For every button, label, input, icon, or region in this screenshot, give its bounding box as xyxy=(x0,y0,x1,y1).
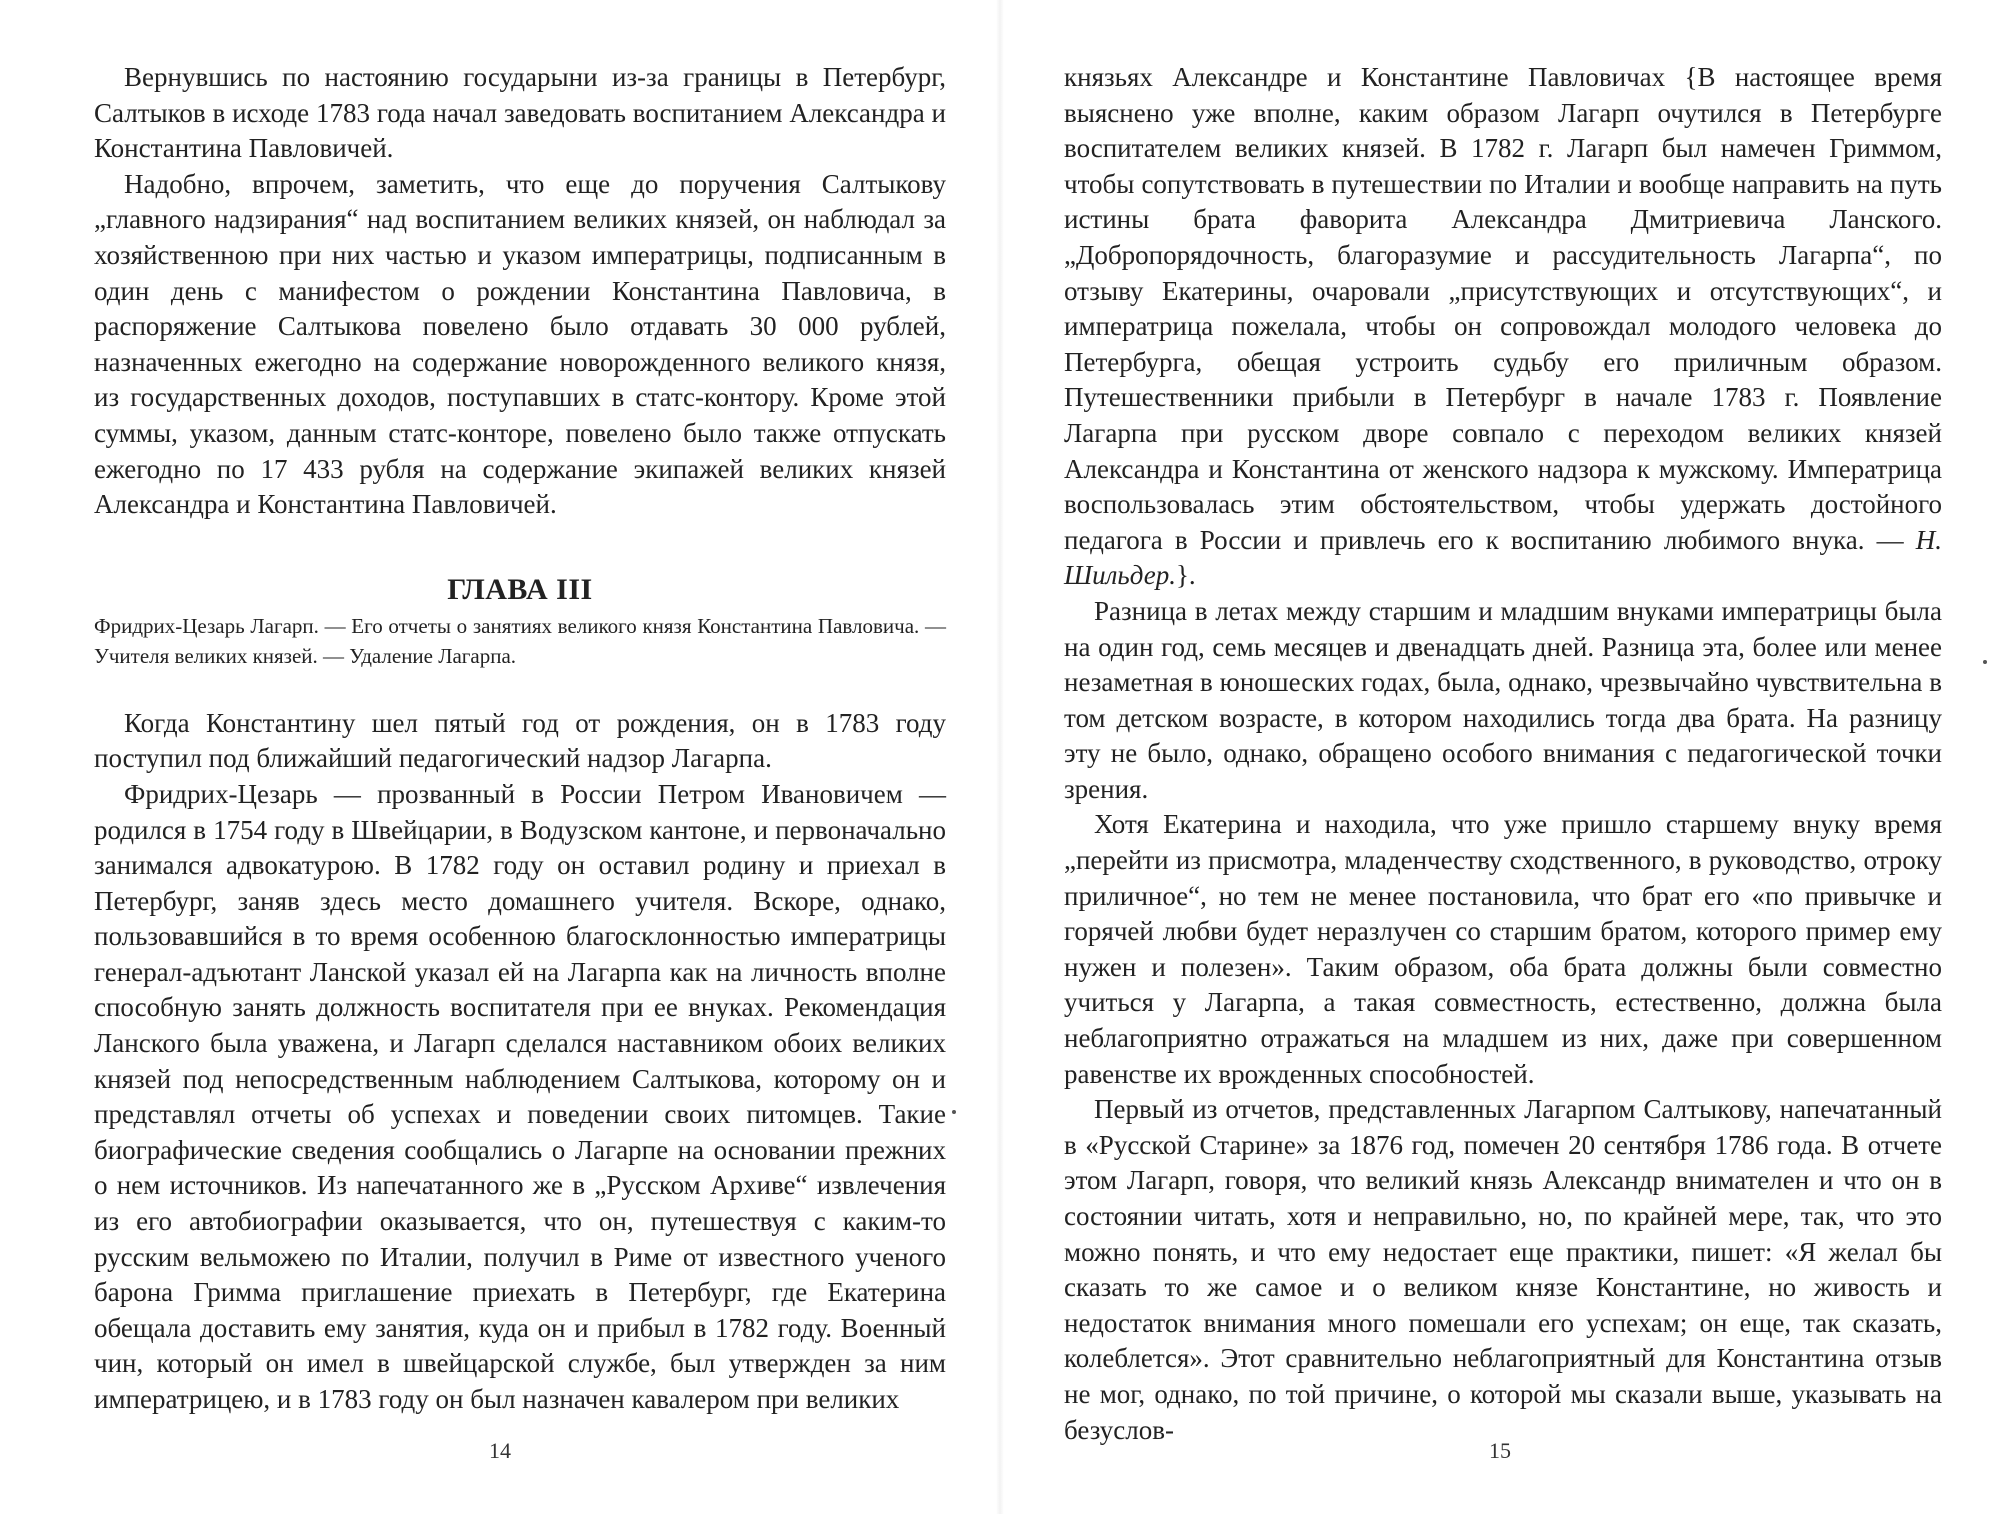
footnote-text: князьях Александре и Константине Павловичах {В настоящее время выяснено уже вполне, каким образом Лагарп очутился в Петербурге воспитателем великих князей. В 1782 г. Лагарп был намечен Гриммом, чтобы сопутствовать в путешествии по Италии и вообще направить на путь истины брата фаворита Александра Дмитриевича Ланского. „Добропорядочность, благоразумие и рассудительность Лагарпа“, по отзыву Екатерины, очаровали „присутствующих и отсутствующих“, и императрица пожелала, чтобы он сопровождал молодого человека до Петербурга, обещая устроить судьбу его приличным образом. Путешественники прибыли в Петербург в начале 1783 г. Появление Лагарпа при русском дворе совпало с переходом великих князей Александра и Константина от женского надзора к мужскому. Императрица воспользовалась этим обстоятельством, чтобы удержать достойного педагога в России и привлечь его к воспитанию любимого внука. — xyxy=(1064,62,1942,555)
stray-dot xyxy=(1983,660,1987,664)
paragraph: Разница в летах между старшим и младшим внуками императрицы была на один год, семь месяцев и двенадцать дней. Разница эта, более или менее незаметная в юношеских годах, была, однако, чрезвычайно чувствительна в том детском возрасте, в котором находились тогда два брата. На разницу эту не было, однако, обращено особого внимания с педагогической точки зрения. xyxy=(1064,595,1942,804)
footnote-paragraph xyxy=(1064,60,1942,594)
left-text-column xyxy=(94,60,946,1418)
page-number-left: 14 xyxy=(489,1438,511,1463)
footnote-close: }. xyxy=(1175,560,1196,591)
footnote-author: Н. Шильдер. xyxy=(1064,524,1942,591)
chapter-title: ГЛАВА III xyxy=(447,572,593,606)
paragraph: Первый из отчетов, представленных Лагарпом Салтыкову, напечатанный в «Русской Старине» за 1876 год, помечен 20 сентября 1786 года. В отчете этом Лагарп, говоря, что великий князь Александр внимателен и что он в состоянии читать, хотя и неправильно, но, по крайней мере, так, что это можно понять, и что ему недостает еще практики, пишет: «Я желал бы сказать то же самое и о великом князе Константине, но живость и недостаток внимания много помешали его успехам; он еще, так сказать, колеблется». Этот сравнительно неблагоприятный для Константина отзыв не мог, однако, по той причине, о которой мы сказали выше, указывать на безуслов- xyxy=(1064,1094,1942,1445)
chapter-summary: Фридрих-Цезарь Лагарп. — Его отчеты о занятиях великого князя Константина Павловича. — Учителя великих князей. — Удаление Лагарпа. xyxy=(94,613,946,668)
stray-dot xyxy=(952,1110,956,1114)
paragraph: Вернувшись по настоянию государыни из-за границы в Петербург, Салтыков в исходе 1783 года начал заведовать воспитанием Александра и Константина Павловичей. xyxy=(94,62,946,164)
paragraph: Хотя Екатерина и находила, что уже пришло старшему внуку время „перейти из присмотра, младенчеству сходственного, в руководство, отроку приличное“, но тем не менее постановила, что брат его «по привычке и горячей любви будет неразлучен со старшим братом, которого пример ему нужен и полезен». Таким образом, оба брата должны были совместно учиться у Лагарпа, а такая совместность, естественно, должна была неблагоприятно отражаться на младшем из них, даже при совершенном равенстве их врожденных способностей. xyxy=(1064,809,1942,1089)
paragraph: Когда Константину шел пятый год от рождения, он в 1783 году поступил под ближайший педагогический надзор Лагарпа. xyxy=(94,707,946,774)
right-page xyxy=(1000,0,2000,1514)
paragraph: Надобно, впрочем, заметить, что еще до поручения Салтыкову „главного надзирания“ над воспитанием великих князей, он наблюдал за хозяйственною при них частью и указом императрицы, подписанным в один день с манифестом о рождении Константина Павловича, в распоряжение Салтыкова повелено было отдавать 30 000 рублей, назначенных ежегодно на содержание новорожденного великого князя, из государственных доходов, поступавших в статс-контору. Кроме этой суммы, указом, данным статс-конторе, повелено было также отпускать ежегодно по 17 433 рубля на содержание экипажей великих князей Александра и Константина Павловичей. xyxy=(94,168,946,520)
page-number-right: 15 xyxy=(1489,1438,1511,1463)
paragraph: Фридрих-Цезарь — прозванный в России Петром Ивановичем — родился в 1754 году в Швейцарии, в Водузском кантоне, и первоначально занимался адвокатурою. В 1782 году он оставил родину и приехал в Петербург, заняв здесь место домашнего учителя. Вскоре, однако, пользовавшийся в то время особенною благосклонностью императрицы генерал-адъютант Ланской указал ей на Лагарпа как на личность вполне способную занять должность воспитателя при ее внуках. Рекомендация Ланского была уважена, и Лагарп сделался наставником обоих великих князей под непосредственным наблюдением Салтыкова, которому он и представлял отчеты об успехах и поведении своих питомцев. Такие биографические сведения сообщались о Лагарпе на основании прежних о нем источников. Из напечатанного же в „Русском Архиве“ извлечения из его автобиографии оказывается, что он, путешествуя с каким-то русским вельможею по Италии, получил в Риме от известного ученого барона Гримма приглашение приехать в Петербург, где Екатерина обещала доставить ему занятия, куда он и прибыл в 1782 году. Военный чин, который он имел в швейцарской службе, был утвержден за ним императрицею, и в 1783 году он был назначен кавалером при великих xyxy=(94,778,946,1414)
right-text-column xyxy=(1064,60,1942,1448)
